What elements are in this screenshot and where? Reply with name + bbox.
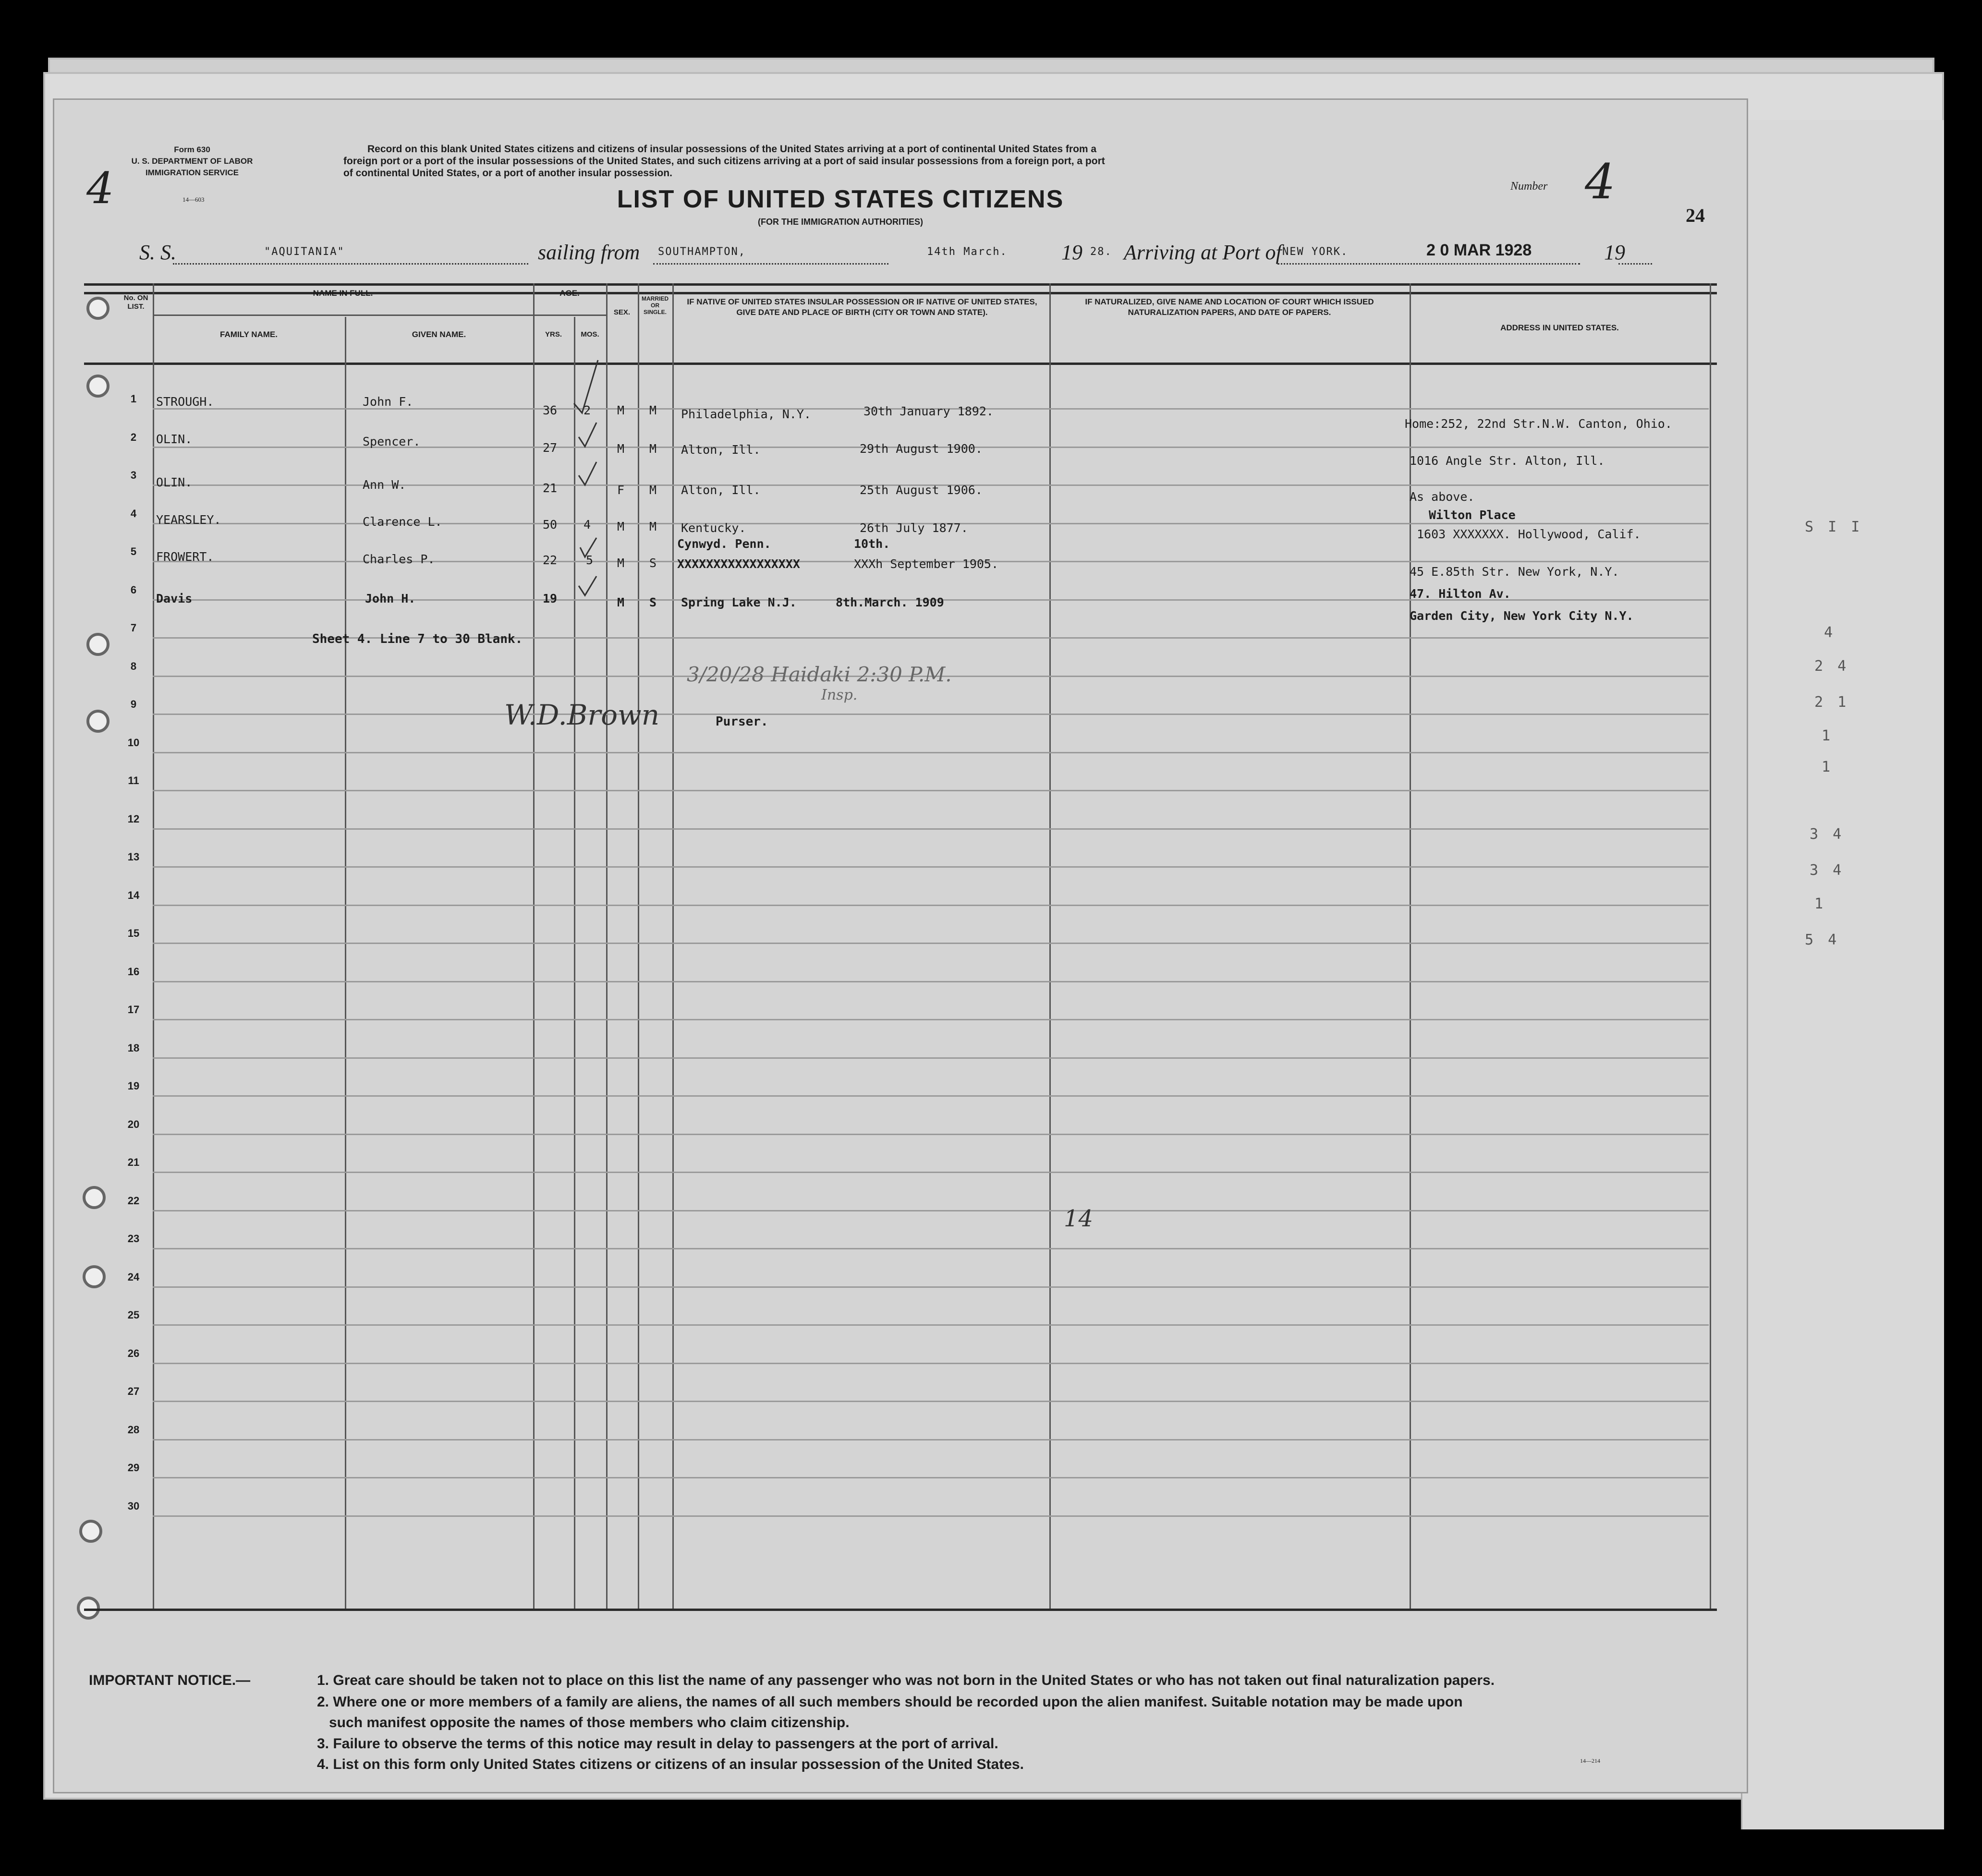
family-name: YEARSLEY. xyxy=(156,513,221,527)
birthdate: 26th July 1877. xyxy=(860,521,968,535)
col-header-address: ADDRESS IN UNITED STATES. xyxy=(1500,323,1619,332)
row-line xyxy=(153,1286,1709,1288)
check-mark-icon xyxy=(574,360,598,413)
row-number: 20 xyxy=(127,1118,140,1130)
notice-item: 2. Where one or more members of a family are aliens, the names of all such members should be recorded upon the alien manifest. Suitable notation may be made upon xyxy=(317,1694,1463,1710)
col-divider xyxy=(533,283,535,1609)
birthdate: 30th January 1892. xyxy=(863,404,994,418)
row-line xyxy=(153,981,1709,982)
birthdate: 29th August 1900. xyxy=(860,442,983,456)
family-name: FROWERT. xyxy=(156,550,214,564)
row-line xyxy=(153,1019,1709,1020)
ship-dotline xyxy=(173,263,528,265)
year-prefix: 19 xyxy=(1061,241,1082,264)
row-number: 5 xyxy=(130,545,137,557)
notice-item: such manifest opposite the names of those members who claim citizenship. xyxy=(329,1715,850,1731)
side-mark: 3 4 xyxy=(1810,826,1845,843)
family-name: OLIN. xyxy=(156,432,193,446)
inspection-stamp-handwritten: 3/20/28 Haidaki 2:30 P.M. xyxy=(687,663,952,686)
sex: M xyxy=(617,442,625,456)
row-number: 27 xyxy=(127,1385,140,1397)
center-number-handwritten: 14 xyxy=(1064,1205,1094,1232)
age-years: 22 xyxy=(543,553,558,567)
check-marks xyxy=(571,355,615,615)
given-name: Charles P. xyxy=(363,552,435,566)
row-number: 15 xyxy=(127,927,140,939)
check-mark-icon xyxy=(579,462,596,485)
given-name: Ann W. xyxy=(363,478,406,492)
adjacent-page-edge xyxy=(1741,120,1944,1829)
service-name: IMMIGRATION SERVICE xyxy=(146,168,239,177)
age-years: 36 xyxy=(543,403,558,417)
birthdate: XXXh September 1905. xyxy=(854,557,999,571)
row-number: 14 xyxy=(127,889,140,901)
age-group-rule xyxy=(533,315,606,316)
given-name: Clarence L. xyxy=(363,515,442,529)
row-number: 19 xyxy=(127,1080,140,1092)
birthplace: Alton, Ill. xyxy=(681,443,761,457)
col-header-no: No. ON LIST. xyxy=(123,294,148,311)
col-header-mos: MOS. xyxy=(581,330,599,339)
row-line xyxy=(153,1210,1709,1211)
punch-hole xyxy=(77,1597,100,1620)
footer-form-code: 14—214 xyxy=(1580,1757,1600,1764)
purser-signature: W.D.Brown xyxy=(504,699,660,731)
notice-item: 3. Failure to observe the terms of this notice may result in delay to passengers at the port of arrival. xyxy=(317,1736,998,1752)
port-dotline xyxy=(653,263,888,265)
form-info xyxy=(84,144,300,179)
punch-hole xyxy=(79,1520,102,1543)
year-prefix-2: 19 xyxy=(1604,241,1625,264)
sex: M xyxy=(617,520,625,533)
birthdate: 8th.March. 1909 xyxy=(836,595,944,609)
family-name: OLIN. xyxy=(156,475,193,489)
address: 1603 XXXXXXX. Hollywood, Calif. xyxy=(1417,527,1641,541)
row-line xyxy=(153,1134,1709,1135)
row-number: 24 xyxy=(127,1271,140,1283)
side-mark: 2 4 xyxy=(1814,658,1849,675)
punch-hole xyxy=(86,297,109,320)
family-name: Davis xyxy=(156,592,193,605)
age-years: 27 xyxy=(543,441,558,455)
row-line xyxy=(153,1324,1709,1326)
side-mark: 5 4 xyxy=(1805,932,1840,948)
side-mark: 3 4 xyxy=(1810,862,1845,879)
birthdate-line: 10th. xyxy=(854,537,890,551)
row-number: 7 xyxy=(130,622,137,634)
sex: F xyxy=(617,483,625,497)
side-mark: 2 1 xyxy=(1814,694,1849,711)
col-divider xyxy=(672,283,674,1609)
col-divider xyxy=(153,283,154,1609)
row-line xyxy=(153,1248,1709,1249)
check-mark-icon xyxy=(579,576,596,595)
marital-status: S xyxy=(649,556,657,570)
col-header-yrs: YRS. xyxy=(545,330,562,339)
age-months: 4 xyxy=(584,518,591,532)
departure-port: SOUTHAMPTON, xyxy=(658,246,746,258)
row-line xyxy=(153,1057,1709,1059)
header-notice xyxy=(343,143,1438,179)
given-name: Spencer. xyxy=(363,435,421,448)
address: Home:252, 22nd Str.N.W. Canton, Ohio. xyxy=(1405,417,1672,431)
birthplace: Philadelphia, N.Y. xyxy=(681,407,811,421)
row-line xyxy=(153,714,1709,715)
birthplace: Spring Lake N.J. xyxy=(681,595,797,609)
check-mark-icon xyxy=(580,538,596,557)
address: As above. xyxy=(1410,490,1475,504)
punch-hole xyxy=(86,375,109,398)
table-bottom-rule xyxy=(84,1609,1717,1611)
side-mark: 1 xyxy=(1814,896,1826,912)
marital-status: S xyxy=(649,595,657,609)
age-years: 50 xyxy=(543,518,558,532)
birthplace-line: Cynwyd. Penn. xyxy=(677,537,771,551)
row-number: 29 xyxy=(127,1462,140,1474)
age-years: 21 xyxy=(543,481,558,495)
row-number: 8 xyxy=(130,660,137,672)
row-line xyxy=(153,1172,1709,1173)
row-line xyxy=(153,1477,1709,1478)
row-number: 12 xyxy=(127,813,140,825)
notice-item: 4. List on this form only United States citizens or citizens of an insular possession of the United States. xyxy=(317,1756,1024,1772)
department-name: U. S. DEPARTMENT OF LABOR xyxy=(131,157,253,166)
marital-status: M xyxy=(649,483,657,497)
age-months: 5 xyxy=(586,553,594,567)
inspector-mark: Insp. xyxy=(821,687,858,703)
check-mark-icon xyxy=(579,423,596,447)
year-dotline xyxy=(1618,263,1652,265)
punch-hole xyxy=(83,1265,106,1288)
departure-date: 14th March. xyxy=(927,246,1008,258)
col-divider xyxy=(1710,283,1711,1609)
marital-status: M xyxy=(649,442,657,456)
given-name: John H. xyxy=(365,592,416,605)
punch-hole xyxy=(86,633,109,656)
sex: M xyxy=(617,595,625,609)
margin-mark-handwritten: 4 xyxy=(86,163,114,214)
birthplace: Alton, Ill. xyxy=(681,483,761,497)
row-line xyxy=(153,943,1709,944)
row-line xyxy=(153,1515,1709,1517)
row-line xyxy=(153,905,1709,906)
punch-hole xyxy=(83,1186,106,1209)
ship-name: "AQUITANIA" xyxy=(264,246,345,258)
row-number: 21 xyxy=(127,1156,140,1168)
col-header-married: MARRIED OR SINGLE. xyxy=(642,295,669,315)
page-number: 24 xyxy=(1686,205,1705,226)
side-mark: 1 xyxy=(1822,727,1834,744)
sex: M xyxy=(617,556,625,570)
row-line xyxy=(153,866,1709,868)
row-number: 13 xyxy=(127,851,140,863)
side-mark: 1 xyxy=(1822,759,1834,775)
row-line xyxy=(153,1095,1709,1097)
row-number: 10 xyxy=(127,737,140,749)
row-number: 22 xyxy=(127,1195,140,1207)
row-number: 25 xyxy=(127,1309,140,1321)
header-notice-line: foreign port or a port of the insular possessions of the United States, and such citizens arriving at a port of said insular possessions from a foreign port, a port xyxy=(343,156,1105,167)
table-top-rule xyxy=(84,283,1717,286)
page-subtitle: (FOR THE IMMIGRATION AUTHORITIES) xyxy=(758,217,923,227)
arriving-label: Arriving at Port of xyxy=(1124,241,1282,264)
row-line xyxy=(153,1401,1709,1402)
arrival-port: NEW YORK. xyxy=(1282,246,1349,258)
row-number: 1 xyxy=(130,393,137,405)
family-name: STROUGH. xyxy=(156,395,214,409)
birthplace: Kentucky. xyxy=(681,521,746,535)
col-header-name: NAME IN FULL. xyxy=(313,289,373,298)
row-number: 26 xyxy=(127,1347,140,1359)
punch-hole xyxy=(86,710,109,733)
row-line xyxy=(153,1363,1709,1364)
row-number: 3 xyxy=(130,469,137,481)
header-notice-line: Record on this blank United States citizens and citizens of insular possessions of the United States arriving at a port of continental United States from a xyxy=(367,144,1097,155)
row-number: 16 xyxy=(127,966,140,978)
arrival-dotline xyxy=(1277,263,1580,265)
table-header-bottom-rule xyxy=(84,363,1717,365)
row-number: 6 xyxy=(130,584,137,596)
col-divider xyxy=(638,283,639,1609)
row-number: 28 xyxy=(127,1424,140,1436)
row-number: 2 xyxy=(130,431,137,443)
address-line: Garden City, New York City N.Y. xyxy=(1410,609,1634,623)
col-header-native: IF NATIVE OF UNITED STATES INSULAR POSSESSION OR IF NATIVE OF UNITED STATES, GIVE DATE AND PLACE OF BIRTH (CITY OR TOWN AND STATE). xyxy=(687,297,1037,317)
col-header-given: GIVEN NAME. xyxy=(412,330,466,339)
sailing-label: sailing from xyxy=(538,241,640,264)
given-name: John F. xyxy=(363,395,413,409)
form-number: Form 630 xyxy=(174,145,210,154)
form-code: 14—603 xyxy=(182,196,205,203)
row-number: 18 xyxy=(127,1042,140,1054)
col-header-sex: SEX. xyxy=(613,308,631,316)
row-number: 9 xyxy=(130,698,137,710)
manifest-sheet xyxy=(53,98,1748,1793)
col-header-naturalized: IF NATURALIZED, GIVE NAME AND LOCATION OF COURT WHICH ISSUED NATURALIZATION PAPERS, AND DATE OF PAPERS. xyxy=(1085,297,1374,317)
notice-label: IMPORTANT NOTICE.— xyxy=(89,1672,251,1688)
col-divider xyxy=(1049,283,1051,1609)
address: 47. Hilton Av. xyxy=(1410,587,1511,601)
row-number: 4 xyxy=(130,508,137,520)
row-line xyxy=(153,1439,1709,1440)
side-mark: S I I xyxy=(1805,519,1863,535)
purser-label: Purser. xyxy=(716,714,768,729)
notice-item: 1. Great care should be taken not to place on this list the name of any passenger who was not born in the United States or who has not taken out final naturalization papers. xyxy=(317,1672,1495,1688)
page-title: LIST OF UNITED STATES CITIZENS xyxy=(617,185,1064,213)
marital-status: M xyxy=(649,520,657,533)
number-label: Number xyxy=(1510,180,1548,193)
year-suffix: 28. xyxy=(1090,246,1112,258)
col-header-age: AGE. xyxy=(559,289,580,298)
birthdate: 25th August 1906. xyxy=(860,483,983,497)
arrival-date-stamp: 2 0 MAR 1928 xyxy=(1426,241,1532,259)
col-header-family: FAMILY NAME. xyxy=(220,330,278,339)
voyage-line xyxy=(139,240,1657,269)
row-line xyxy=(153,790,1709,791)
header-notice-line: of continental United States, or a port of another insular possession. xyxy=(343,168,672,179)
row-number: 23 xyxy=(127,1233,140,1245)
address: 1016 Angle Str. Alton, Ill. xyxy=(1410,454,1605,468)
address-line: Wilton Place xyxy=(1429,508,1516,522)
marital-status: M xyxy=(649,403,657,417)
col-divider xyxy=(1410,283,1411,1609)
age-years: 19 xyxy=(543,592,558,605)
blank-lines-note: Sheet 4. Line 7 to 30 Blank. xyxy=(312,632,523,646)
row-line xyxy=(153,828,1709,830)
list-number-handwritten: 4 xyxy=(1585,154,1616,210)
row-number: 30 xyxy=(127,1500,140,1512)
row-number: 17 xyxy=(127,1004,140,1016)
sex: M xyxy=(617,403,625,417)
ss-label: S. S. xyxy=(139,241,176,264)
row-number: 11 xyxy=(128,775,139,787)
side-mark: 4 xyxy=(1824,624,1836,641)
row-line xyxy=(153,752,1709,753)
birthplace: XXXXXXXXXXXXXXXXX xyxy=(677,557,800,571)
col-divider xyxy=(345,317,346,1609)
age-months: 2 xyxy=(584,403,591,417)
name-group-rule xyxy=(153,315,533,316)
address: 45 E.85th Str. New York, N.Y. xyxy=(1410,565,1619,579)
